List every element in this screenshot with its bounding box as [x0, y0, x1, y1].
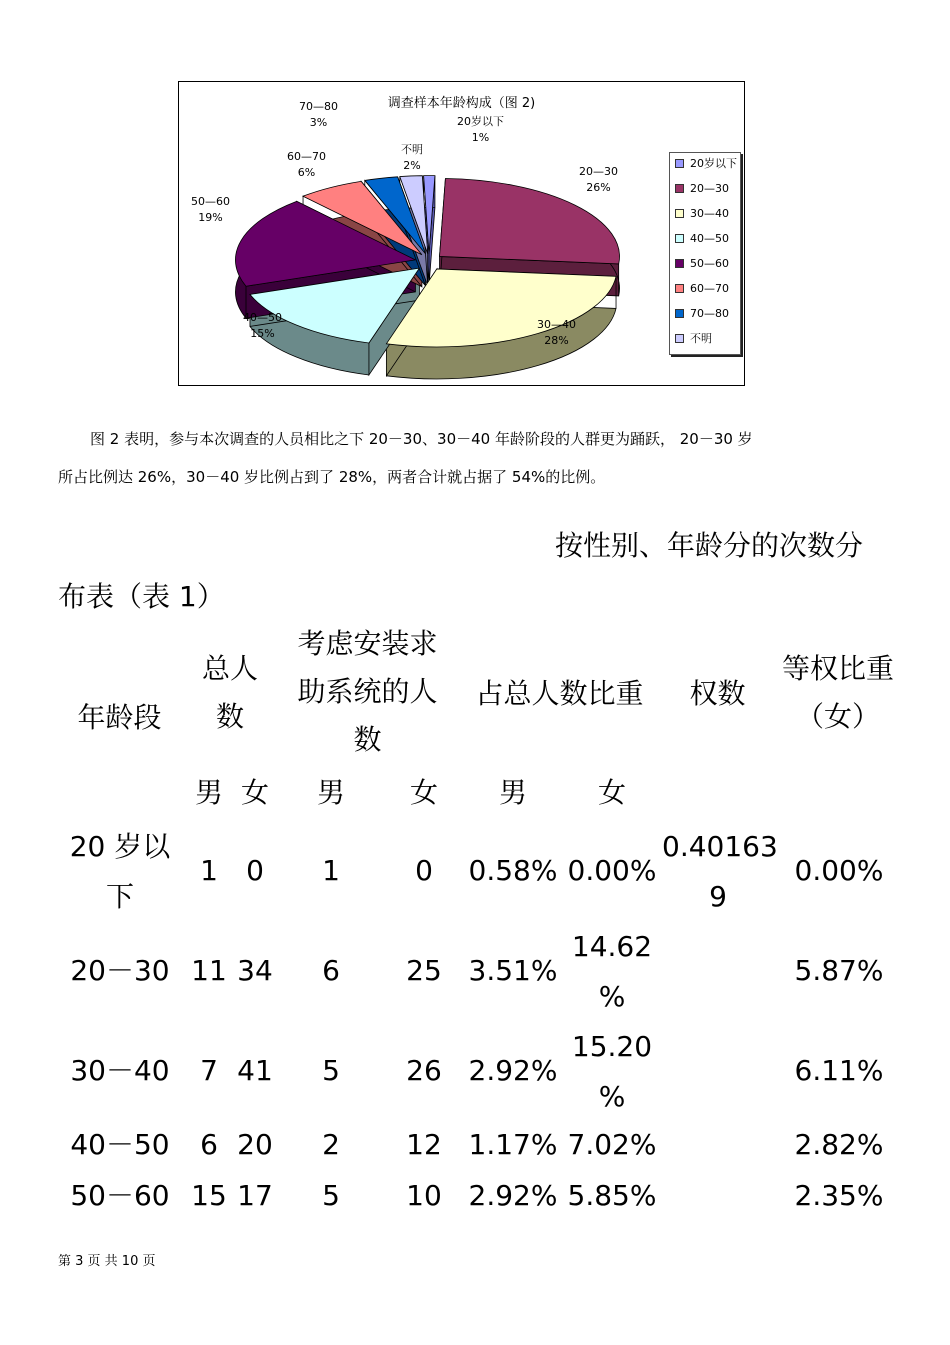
cell-consider-male: 2: [322, 1128, 340, 1161]
cell-total-male: 15: [191, 1179, 227, 1212]
cell-consider-female: 12: [406, 1128, 442, 1161]
page-footer: 第 3 页 共 10 页: [58, 1254, 156, 1269]
cell-ratio-female: 5.85%: [567, 1179, 657, 1212]
body-paragraph: 图 2 表明，参与本次调查的人员相比之下 20－30、30－40 年龄阶段的人群更为踊跃， 20－30 岁 所占比例达 26%，30－40 岁比例占到了 28%，两者合计就占据了 54%的比例。: [58, 430, 753, 486]
legend-item: 40—50: [675, 232, 729, 246]
cell-consider-female: 26: [406, 1054, 442, 1087]
cell-weight: 0.40163 9: [662, 830, 778, 913]
slice-label-unknown: 不明 2%: [401, 143, 423, 172]
cell-ratio-female: 15.20 %: [571, 1030, 653, 1113]
slice-label-60-70: 60—70 6%: [287, 150, 326, 179]
cell-total-male: 6: [200, 1128, 218, 1161]
subheader-male: 男: [316, 776, 345, 809]
legend-item: 70—80: [675, 307, 729, 321]
cell-total-male: 11: [191, 954, 227, 987]
legend-item: 不明: [675, 332, 712, 346]
cell-equal-weight: 5.87%: [794, 954, 884, 987]
cell-equal-weight: 2.35%: [794, 1179, 884, 1212]
cell-ratio-male: 3.51%: [468, 954, 558, 987]
cell-consider-male: 5: [322, 1179, 340, 1212]
cell-age: 50－60: [70, 1179, 170, 1212]
subheader-female: 女: [240, 776, 269, 809]
cell-age: 20 岁以 下: [69, 830, 171, 913]
slice-label-70-80: 70—80 3%: [299, 100, 338, 129]
chart-legend: [669, 152, 741, 355]
subheader-female: 女: [597, 776, 626, 809]
header-total: 总人 数: [201, 652, 258, 733]
cell-consider-male: 1: [322, 854, 340, 887]
cell-total-female: 34: [237, 954, 273, 987]
slice-label-30-40: 30—40 28%: [537, 318, 576, 347]
cell-ratio-female: 14.62 %: [571, 930, 653, 1013]
table-title-continued: 布表（表 1）: [58, 580, 225, 613]
chart-title: 调查样本年龄构成（图 2): [387, 96, 536, 111]
legend-item: 50—60: [675, 257, 729, 271]
legend-item: 20岁以下: [675, 157, 737, 171]
cell-equal-weight: 2.82%: [794, 1128, 884, 1161]
slice-label-20-under: 20岁以下 1%: [457, 115, 504, 144]
subheader-male: 男: [498, 776, 527, 809]
cell-age: 40－50: [70, 1128, 170, 1161]
subheader-male: 男: [194, 776, 223, 809]
cell-total-female: 0: [246, 854, 264, 887]
header-consider: 考虑安装求 助系统的人 数: [297, 627, 438, 756]
slice-label-40-50: 40—50 15%: [243, 311, 282, 340]
table-title: 按性别、年龄分的次数分: [555, 529, 864, 562]
cell-equal-weight: 6.11%: [794, 1054, 884, 1087]
cell-total-male: 1: [200, 854, 218, 887]
header-age: 年龄段: [77, 701, 162, 734]
cell-total-male: 7: [200, 1054, 218, 1087]
header-equal-weight: 等权比重 （女）: [781, 652, 894, 733]
cell-ratio-male: 2.92%: [468, 1179, 558, 1212]
legend-item: 20—30: [675, 182, 729, 196]
cell-total-female: 17: [237, 1179, 273, 1212]
header-ratio: 占总人数比重: [475, 677, 644, 710]
cell-ratio-male: 0.58%: [468, 854, 558, 887]
slice-label-20-30: 20—30 26%: [579, 165, 618, 194]
cell-ratio-male: 1.17%: [468, 1128, 558, 1161]
subheader-female: 女: [409, 776, 438, 809]
legend-item: 60—70: [675, 282, 729, 296]
pie-chart-figure: [178, 81, 745, 386]
cell-age: 30－40: [70, 1054, 170, 1087]
cell-total-female: 20: [237, 1128, 273, 1161]
cell-consider-female: 25: [406, 954, 442, 987]
cell-consider-male: 5: [322, 1054, 340, 1087]
cell-consider-female: 0: [415, 854, 433, 887]
cell-ratio-female: 7.02%: [567, 1128, 657, 1161]
cell-total-female: 41: [237, 1054, 273, 1087]
slice-label-50-60: 50—60 19%: [191, 195, 230, 224]
cell-age: 20－30: [70, 954, 170, 987]
cell-consider-male: 6: [322, 954, 340, 987]
legend-item: 30—40: [675, 207, 729, 221]
cell-equal-weight: 0.00%: [794, 854, 884, 887]
cell-ratio-male: 2.92%: [468, 1054, 558, 1087]
header-weight: 权数: [689, 677, 746, 710]
cell-ratio-female: 0.00%: [567, 854, 657, 887]
cell-consider-female: 10: [406, 1179, 442, 1212]
